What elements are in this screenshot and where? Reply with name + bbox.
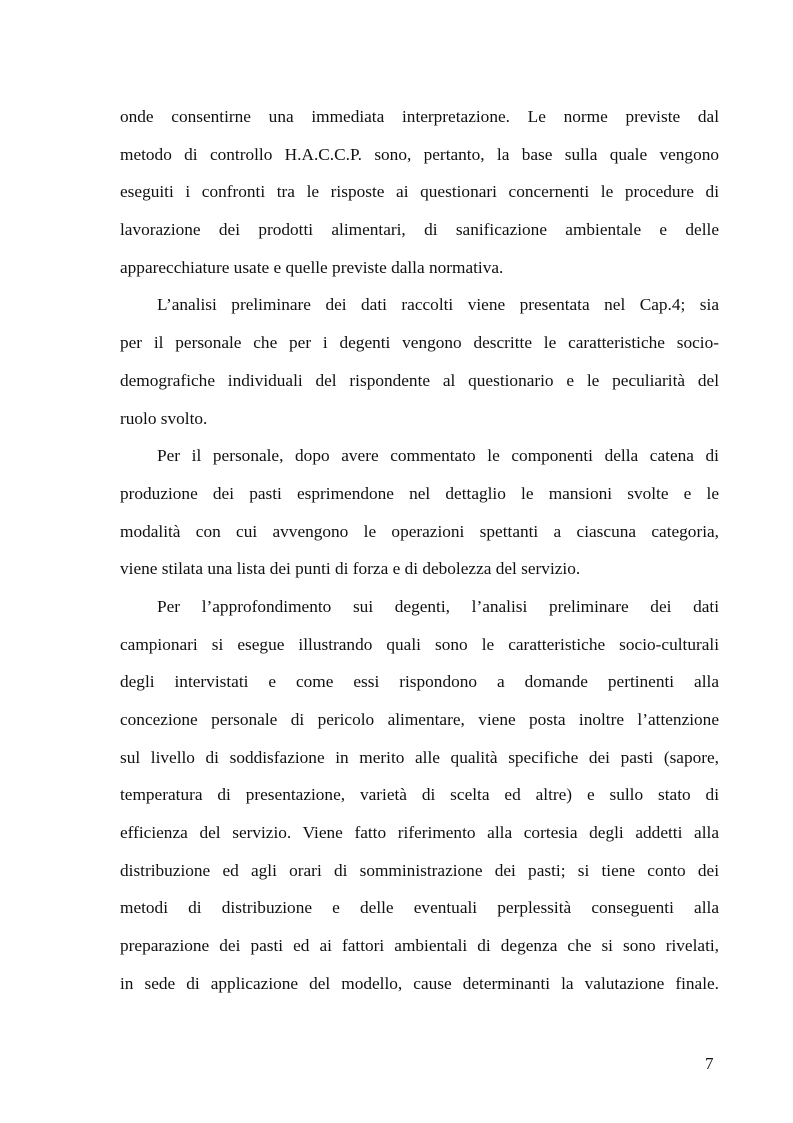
text-line: concezione personale di pericolo alimentare, viene posta inoltre l’attenzione <box>120 710 719 729</box>
text-line: onde consentirne una immediata interpretazione. Le norme previste dal <box>120 107 719 126</box>
text-line: efficienza del servizio. Viene fatto riferimento alla cortesia degli addetti alla <box>120 823 719 843</box>
text-line: metodi di distribuzione e delle eventuali perplessità conseguenti alla <box>120 898 719 918</box>
text-line: apparecchiature usate e quelle previste dalla normativa. <box>120 257 504 277</box>
text-line: viene stilata una lista dei punti di forza e di debolezza del servizio. <box>120 559 581 579</box>
text-line: ruolo svolto. <box>120 408 208 428</box>
text-line: lavorazione dei prodotti alimentari, di sanificazione ambientale e delle <box>120 220 719 240</box>
text-line: Per il personale, dopo avere commentato le componenti della catena di <box>157 446 719 466</box>
text-line: degli intervistati e come essi rispondono a domande pertinenti alla <box>120 672 719 692</box>
text-line: campionari si esegue illustrando quali sono le caratteristiche socio-culturali <box>120 634 719 654</box>
text-line: metodo di controllo H.A.C.C.P. sono, pertanto, la base sulla quale vengono <box>120 144 719 164</box>
text-line: produzione dei pasti esprimendone nel dettaglio le mansioni svolte e le <box>120 483 719 503</box>
text-line: per il personale che per i degenti vengono descritte le caratteristiche socio- <box>120 333 719 353</box>
page-number: 7 <box>705 1054 714 1073</box>
text-line: sul livello di soddisfazione in merito alle qualità specifiche dei pasti (sapore, <box>120 747 719 767</box>
text-line: L’analisi preliminare dei dati raccolti viene presentata nel Cap.4; sia <box>157 295 719 315</box>
text-line: temperatura di presentazione, varietà di scelta ed altre) e sullo stato di <box>120 785 719 805</box>
text-line: in sede di applicazione del modello, cause determinanti la valutazione finale. <box>120 973 719 993</box>
text-line: preparazione dei pasti ed ai fattori ambientali di degenza che si sono rivelati, <box>120 936 719 956</box>
text-line: modalità con cui avvengono le operazioni spettanti a ciascuna categoria, <box>120 521 719 541</box>
body-text <box>120 98 719 1003</box>
text-line: Per l’approfondimento sui degenti, l’analisi preliminare dei dati <box>157 596 719 616</box>
text-line: demografiche individuali del rispondente al questionario e le peculiarità del <box>120 370 719 390</box>
text-line: eseguiti i confronti tra le risposte ai questionari concernenti le procedure di <box>120 182 719 202</box>
text-line: distribuzione ed agli orari di somministrazione dei pasti; si tiene conto dei <box>120 860 719 880</box>
